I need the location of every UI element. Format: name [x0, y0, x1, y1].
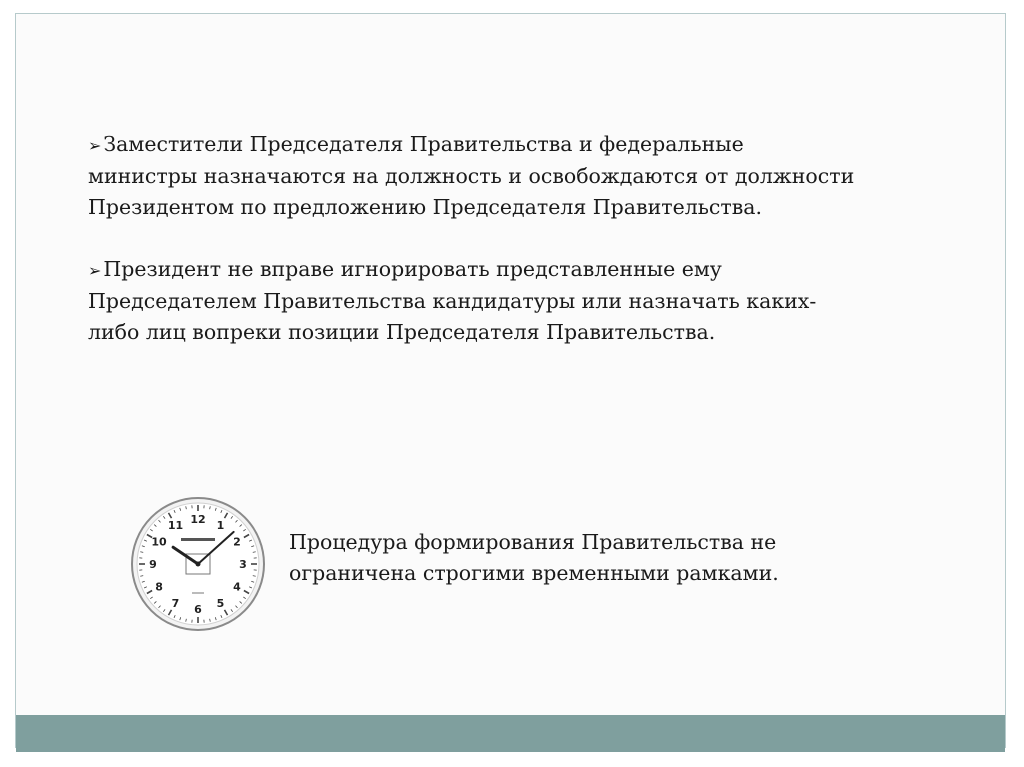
- clock-number: 8: [155, 580, 163, 594]
- clock-number: 4: [233, 580, 241, 594]
- paragraph-2-line-1: Президент не вправе игнорировать представленные ему: [103, 257, 722, 281]
- bullet-arrow-icon: ➢: [88, 261, 102, 280]
- clock-icon: [130, 496, 266, 632]
- note-line-2: ограничена строгими временными рамками.: [289, 561, 779, 585]
- note-line-1: Процедура формирования Правительства не: [289, 530, 777, 554]
- clock-number: 10: [151, 535, 167, 549]
- clock-brand-sub: [192, 592, 204, 594]
- paragraph-1-line-2: министры назначаются на должность и освобождаются от должности: [88, 164, 855, 188]
- slide-frame: [15, 13, 1006, 748]
- paragraph-2-line-2: Председателем Правительства кандидатуры или назначать каких-: [88, 289, 817, 313]
- bottom-bar: [16, 715, 1005, 752]
- paragraph-1-line-3: Президентом по предложению Председателя Правительства.: [88, 195, 762, 219]
- paragraph-president: [88, 254, 948, 348]
- bullet-arrow-icon: ➢: [88, 136, 102, 155]
- clock-number: 3: [239, 558, 247, 571]
- clock-number: 7: [171, 596, 180, 610]
- clock-number: 6: [194, 603, 202, 616]
- clock-brand-mark: [181, 538, 215, 541]
- paragraph-1-line-1: Заместители Председателя Правительства и федеральные: [103, 132, 744, 156]
- note-procedure: [289, 527, 889, 589]
- clock-number: 9: [149, 558, 157, 571]
- clock-number: 12: [190, 513, 206, 526]
- clock-number: 11: [167, 519, 184, 533]
- clock-number: 2: [233, 535, 241, 549]
- paragraph-ministers: [88, 129, 948, 223]
- clock-number: 5: [216, 596, 225, 610]
- clock-number: 1: [216, 519, 225, 533]
- clock-center-pin: [196, 562, 201, 567]
- paragraph-2-line-3: либо лиц вопреки позиции Председателя Правительства.: [88, 320, 716, 344]
